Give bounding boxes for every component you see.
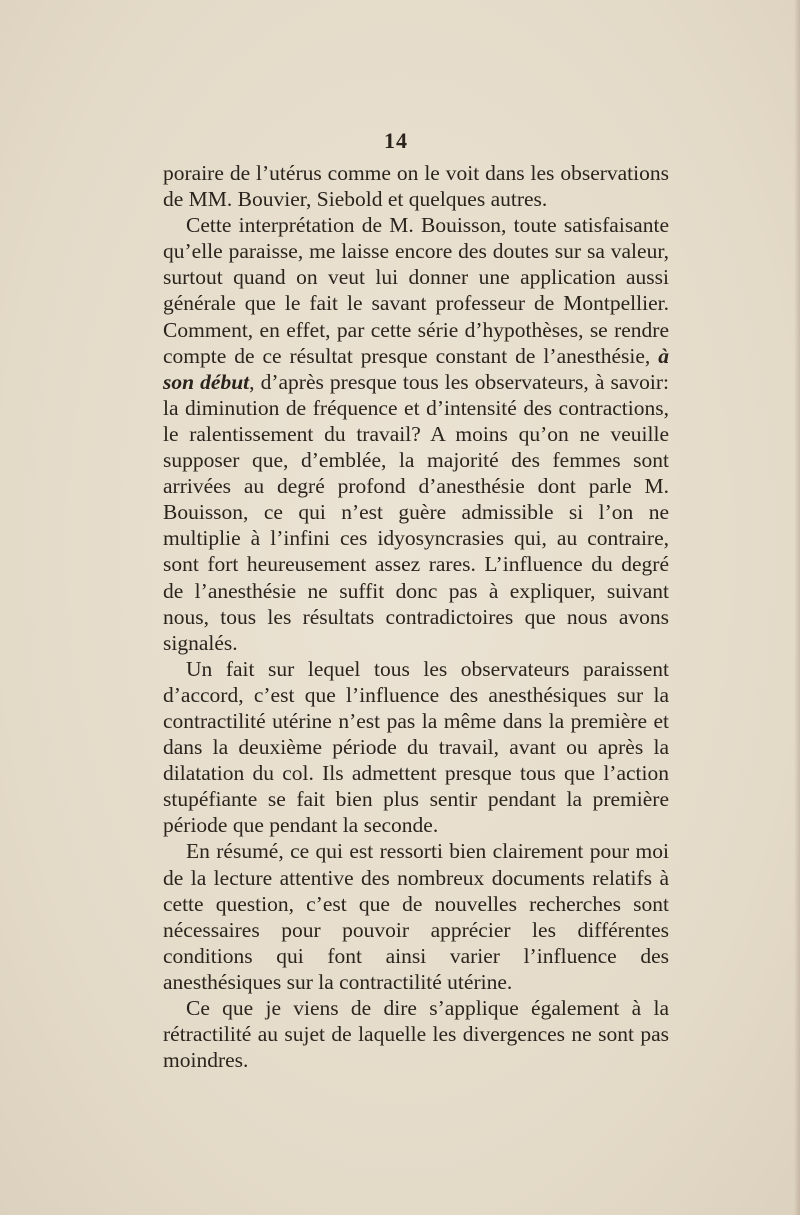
paragraph-2-text-after: , d’après presque tous les observateurs, à savoir: la diminution de fréquence et d’intensité des contractions, le ralentissement du travail? A moins qu’on ne veuille supposer que, d’emblée, la majorité des femmes sont arrivées au degré profond d’anesthésie dont parle M. Bouisson, ce qui n’est guère admissible si l’on ne multiplie à l’infini ces idyosyncrasies qui, au contraire, sont fort heureusement assez rares. L’influence du degré de l’anesthésie ne suffit donc pas à expliquer, suivant nous, tous les résultats contradictoires que nous avons signalés.: [163, 369, 669, 655]
paragraph-2: [163, 212, 669, 656]
page-number: 14: [384, 128, 408, 153]
page-edge-shadow: [794, 0, 800, 1215]
paragraph-3: Un fait sur lequel tous les observateurs paraissent d’accord, c’est que l’influence des anesthésiques sur la contractilité utérine n’est pas la même dans la première et dans la deuxième période du travail, avant ou après la dilatation du col. Ils admettent presque tous que l’action stupéfiante se fait bien plus sentir pendant la première période que pendant la seconde.: [163, 656, 669, 838]
paragraph-1: poraire de l’utérus comme on le voit dans les observations de MM. Bouvier, Siebold et quelques autres.: [163, 161, 669, 212]
paragraph-5: Ce que je viens de dire s’applique également à la rétractilité au sujet de laquelle les divergences ne sont pas moindres.: [163, 996, 669, 1073]
paragraph-2-text-before: Cette interprétation de M. Bouisson, toute satisfaisante qu’elle paraisse, me laisse encore des doutes sur sa valeur, surtout quand on veut lui donner une application aussi générale que le fait le savant professeur de Montpellier. Comment, en effet, par cette série d’hypothèses, se rendre compte de ce résultat presque constant de l’anesthésie,: [163, 213, 669, 368]
paragraph-2-emphasis: à son début: [163, 343, 669, 394]
body-text: [163, 160, 669, 1073]
paragraph-4: En résumé, ce qui est ressorti bien clairement pour moi de la lecture attentive des nombreux documents relatifs à cette question, c’est que de nouvelles recherches sont nécessaires pour pouvoir apprécier les différentes conditions qui font ainsi varier l’influence des anesthésiques sur la contractilité utérine.: [163, 839, 669, 994]
